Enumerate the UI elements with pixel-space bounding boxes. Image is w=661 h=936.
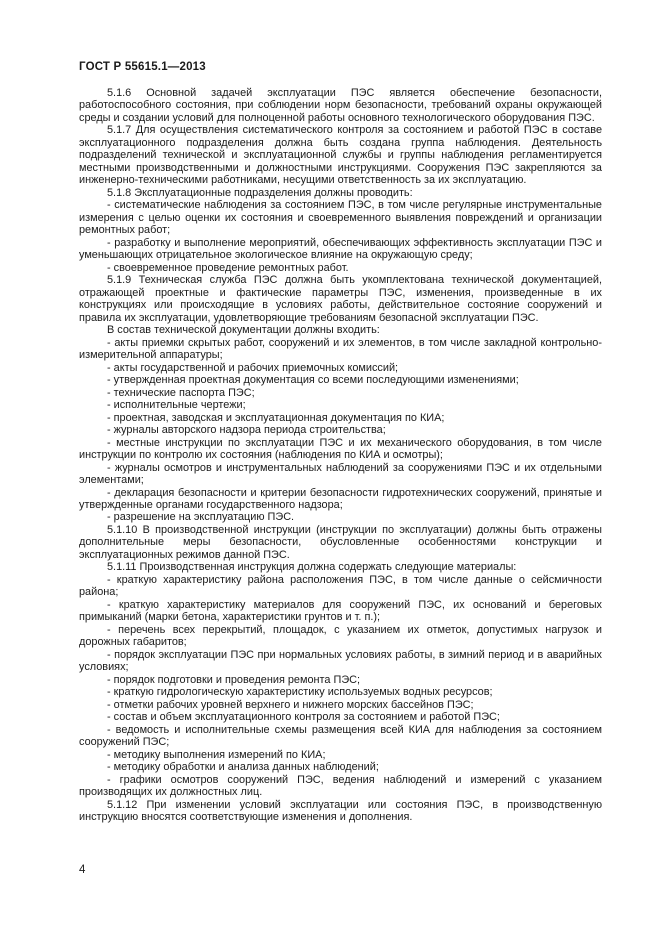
paragraph: - графики осмотров сооружений ПЭС, ведения наблюдений и измерений с указанием производящих их должностных лиц.	[79, 773, 602, 799]
paragraph: - разработку и выполнение мероприятий, обеспечивающих эффективность эксплуатации ПЭС и уменьшающих отрицательное экологическое влияние на окружающую среду;	[79, 236, 602, 262]
paragraph: 5.1.10 В производственной инструкции (инструкции по эксплуатации) должны быть отражены дополнительные меры безопасности, обусловленные особенностями конструкции и эксплуатационных режимов данной ПЭС.	[79, 523, 602, 561]
paragraph: 5.1.9 Техническая служба ПЭС должна быть укомплектована технической документацией, отражающей проектные и фактические параметры ПЭС, изменения, произведенные в их конструкциях или происходящие в условиях работы, действительное состояние сооружений и правила их эксплуатации, удовлетворяющие требованиям безопасной эксплуатации ПЭС.	[79, 274, 602, 324]
paragraph: - проектная, заводская и эксплуатационная документация по КИА;	[107, 411, 445, 424]
paragraph: - состав и объем эксплуатационного контроля за состоянием и работой ПЭС;	[107, 711, 500, 724]
paragraph: - отметки рабочих уровней верхнего и нижнего морских бассейнов ПЭС;	[107, 698, 474, 711]
document-header: ГОСТ Р 55615.1—2013	[79, 61, 206, 73]
paragraph: В состав технической документации должны входить:	[107, 324, 380, 337]
paragraph: - порядок эксплуатации ПЭС при нормальных условиях работы, в зимний период и в аварийных условиях;	[79, 648, 602, 674]
paragraph: - технические паспорта ПЭС;	[107, 386, 255, 399]
paragraph: - декларация безопасности и критерии безопасности гидротехнических сооружений, принятые и утвержденные органами государственного надзора;	[79, 486, 602, 511]
paragraph: - исполнительные чертежи;	[107, 399, 246, 412]
paragraph: 5.1.8 Эксплуатационные подразделения должны проводить:	[107, 186, 413, 199]
paragraph: 5.1.6 Основной задачей эксплуатации ПЭС является обеспечение безопасности, работоспособного состояния, при соблюдении норм безопасности, требований охраны окружающей среды и создании условий для полноценной работы основного технологического оборудования ПЭС.	[79, 87, 602, 124]
paragraph: - утвержденная проектная документация со всеми последующими изменениями;	[107, 374, 519, 387]
paragraph: - своевременное проведение ремонтных работ.	[107, 261, 349, 274]
paragraph: - акты государственной и рабочих приемочных комиссий;	[107, 361, 399, 374]
paragraph: - ведомость и исполнительные схемы размещения всей КИА для наблюдения за состоянием сооружений ПЭС;	[79, 723, 602, 749]
paragraph: - краткую характеристику района расположения ПЭС, в том числе данные о сейсмичности района;	[79, 573, 602, 599]
paragraph: - местные инструкции по эксплуатации ПЭС и их механического оборудования, в том числе инструкции по контролю их состояния (наблюдения по КИА и осмотры);	[79, 436, 602, 462]
paragraph: - журналы осмотров и инструментальных наблюдений за сооружениями ПЭС и их отдельными элементами;	[79, 461, 602, 487]
page-number: 4	[79, 864, 86, 876]
paragraph: - краткую гидрологическую характеристику используемых водных ресурсов;	[107, 686, 493, 699]
paragraph: - акты приемки скрытых работ, сооружений и их элементов, в том числе закладной контрольно-измерительной аппаратуры;	[79, 336, 602, 362]
paragraph: - разрешение на эксплуатацию ПЭС.	[107, 511, 295, 524]
paragraph: - порядок подготовки и проведения ремонта ПЭС;	[107, 673, 361, 686]
paragraph: 5.1.11 Производственная инструкция должна содержать следующие материалы:	[107, 561, 517, 574]
document-body	[79, 87, 602, 824]
paragraph: - журналы авторского надзора периода строительства;	[107, 424, 386, 437]
paragraph: 5.1.12 При изменении условий эксплуатации или состояния ПЭС, в производственную инструкцию вносятся соответствующие изменения и дополнения.	[79, 798, 602, 824]
paragraph: - краткую характеристику материалов для сооружений ПЭС, их оснований и береговых примыканий (марки бетона, характеристики грунтов и т. п.);	[79, 598, 602, 624]
paragraph: - систематические наблюдения за состоянием ПЭС, в том числе регулярные инструментальные измерения с целью оценки их состояния и своевременного выявления повреждений и организации ремонтных работ;	[79, 199, 602, 237]
paragraph: - перечень всех перекрытий, площадок, с указанием их отметок, допустимых нагрузок и дорожных габаритов;	[79, 623, 602, 649]
paragraph: - методику выполнения измерений по КИА;	[107, 748, 326, 761]
paragraph: 5.1.7 Для осуществления систематического контроля за состоянием и работой ПЭС в составе эксплуатационного подразделения должна быть создана группа наблюдения. Деятельность подразделений технической и эксплуатационной службы и группы наблюдения регламентируется местными производственными и должностными инструкциями. Сооружения ПЭС закрепляются за инженерно-техническими работниками, несущими ответственность за их эксплуатацию.	[79, 124, 602, 187]
paragraph: - методику обработки и анализа данных наблюдений;	[107, 761, 379, 774]
